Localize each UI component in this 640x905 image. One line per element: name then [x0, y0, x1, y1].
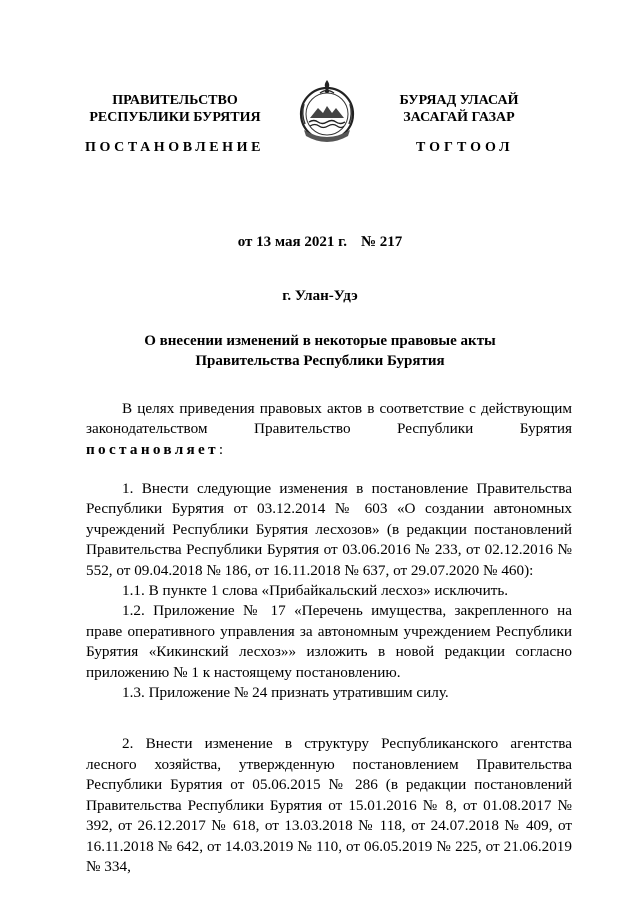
document-items: [86, 479, 572, 877]
government-name-bua-line2: ЗАСАГАЙ ГАЗАР: [403, 110, 515, 125]
government-name-line2: РЕСПУБЛИКИ БУРЯТИЯ: [89, 110, 261, 125]
item-1-3: 1.3. Приложение № 24 признать утратившим силу.: [122, 684, 449, 702]
document-number: № 217: [360, 234, 403, 250]
item-1-1: 1.1. В пункте 1 слова «Прибайкальский лесхоз» исключить.: [122, 582, 509, 600]
preamble-emphasis: постановляет: [86, 440, 219, 458]
subject-line1: О внесении изменений в некоторые правовые акты: [144, 333, 496, 349]
document-city: г. Улан-Удэ: [282, 288, 358, 304]
doc-type-bua: ТОГТООЛ: [416, 140, 514, 155]
item-2: 2. Внести изменение в структуру Республиканского агентства лесного хозяйства, утвержденную постановлением Правительства Республики Бурятия от 05.06.2015 № 286 (в редакции постановлений Правительства Республики Бурятия от 15.01.2016 № 8, от 01.08.2017 № 392, от 26.12.2017 № 618, от 13.03.2018 № 118, от 24.07.2018 № 409, от 16.11.2018 № 642, от 14.03.2019 № 110, от 06.05.2019 № 225, от 21.06.2019 № 334,: [86, 735, 572, 875]
preamble: [86, 399, 572, 460]
government-name-bua: [378, 92, 540, 126]
preamble-tail: :: [218, 440, 224, 458]
government-name-ru: [84, 92, 266, 126]
item-1: 1. Внести следующие изменения в постановление Правительства Республики Бурятия от 03.12.2014 № 603 «О создании автономных учреждений Республики Бурятия лесхозов» (в редакции постановлений Правительства Республики Бурятия от 03.06.2016 № 233, от 02.12.2016 № 552, от 09.04.2018 № 186, от 16.11.2018 № 637, от 29.07.2020 № 460):: [86, 480, 572, 579]
doc-type-ru: ПОСТАНОВЛЕНИЕ: [85, 140, 265, 155]
item-1-2: 1.2. Приложение № 17 «Перечень имущества, закрепленного на праве оперативного управления за автономным учреждением Республики Бурятия «Кикинский лесхоз»» изложить в новой редакции согласно приложению № 1 к настоящему постановлению.: [86, 602, 572, 681]
document-subject: [100, 331, 540, 371]
date-number-line: [0, 234, 640, 251]
government-name-line1: ПРАВИТЕЛЬСТВО: [112, 93, 238, 108]
preamble-text: В целях приведения правовых актов в соответствие с действующим законодательством Правительство Республики Бурятия: [86, 400, 572, 438]
government-name-bua-line1: БУРЯАД УЛАСАЙ: [399, 93, 519, 108]
coat-of-arms-emblem-icon: [296, 78, 358, 144]
subject-line2: Правительства Республики Бурятия: [195, 353, 445, 369]
document-date: от 13 мая 2021 г.: [237, 234, 347, 250]
